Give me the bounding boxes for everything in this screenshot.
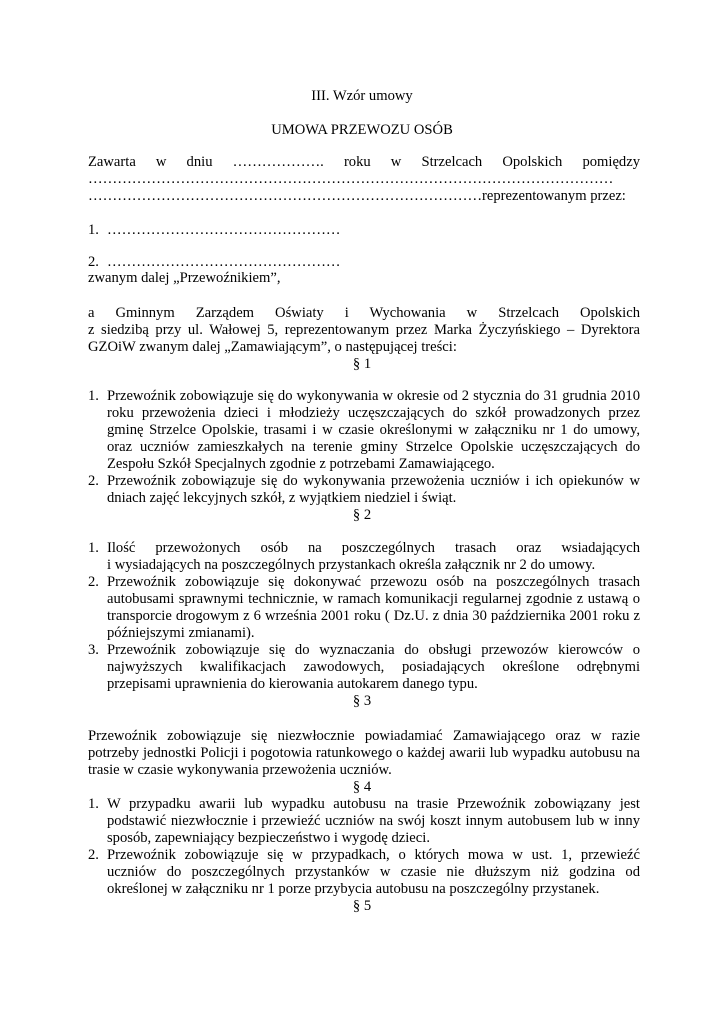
paragraph-line: Zespołu Szkół Specjalnych zgodnie z potrzebami Zamawiającego.	[107, 456, 495, 472]
party-line: GZOiW zwanym dalej „Zamawiającym”, o następującej treści:	[88, 339, 457, 355]
paragraph-line: najwyższych kwalifikacjach zawodowych, posiadających określone odrębnymi	[107, 659, 640, 675]
paragraph-line: określonej w załączniku nr 1 porze przybycia autobusu na poszczególny przystanek.	[107, 881, 600, 897]
party-line: a Gminnym Zarządem Oświaty i Wychowania w Strzelcach Opolskich	[88, 305, 640, 321]
section-heading: § 4	[352, 779, 372, 795]
list-number: 1.	[88, 388, 99, 404]
paragraph-line: Przewoźnik zobowiązuje się w przypadkach, o których mowa w ust. 1, przewieźć	[107, 847, 640, 863]
paragraph-line: Przewoźnik zobowiązuje się niezwłocznie powiadamiać Zamawiającego oraz w razie	[88, 728, 640, 744]
intro-dots: ………………………………………………………………………………………………	[88, 171, 614, 187]
paragraph-line: dniach zajęć lekcyjnych szkół, z wyjątkiem niedziel i świąt.	[107, 490, 457, 506]
paragraph-line: i wysiadających na poszczególnych przystankach określa załącznik nr 2 do umowy.	[107, 557, 596, 573]
party-line: z siedzibą przy ul. Wałowej 5, reprezentowanym przez Marka Życzyńskiego – Dyrektora	[88, 322, 640, 338]
paragraph-line: oraz uczniów zamieszkałych na terenie gminy Strzelce Opolskie uczęszczających do	[107, 439, 640, 455]
intro-line: ………………………………………………………………………reprezentowanym przez:	[88, 188, 626, 204]
list-number: 2.	[88, 574, 99, 590]
list-number: 2.	[88, 473, 99, 489]
paragraph-line: późniejszymi zmianami).	[107, 625, 255, 641]
paragraph-line: uczniów do poszczególnych przystanków w czasie nie dłuższym niż godzina od	[107, 864, 640, 880]
representative-1-dots: …………………………………………	[107, 222, 341, 238]
contract-title: UMOWA PRZEWOZU OSÓB	[271, 122, 453, 138]
paragraph-line: gminę Strzelce Opolskie, trasami i w czasie określonymi w załączniku nr 1 do umowy,	[107, 422, 640, 438]
paragraph-line: trasie w czasie wykonywania przewożenia uczniów.	[88, 762, 392, 778]
paragraph-line: Ilość przewożonych osób na poszczególnych trasach oraz wsiadających	[107, 540, 640, 556]
section-heading: § 3	[352, 693, 372, 709]
carrier-alias: zwanym dalej „Przewoźnikiem”,	[88, 270, 281, 286]
paragraph-line: W przypadku awarii lub wypadku autobusu na trasie Przewoźnik zobowiązany jest	[107, 796, 640, 812]
paragraph-line: podstawić niezwłocznie i przewieźć uczniów na swój koszt innym autobusem lub w inny	[107, 813, 640, 829]
section-heading: § 5	[352, 898, 372, 914]
paragraph-line: Przewoźnik zobowiązuje się do wykonywania w okresie od 2 stycznia do 31 grudnia 2010	[107, 388, 640, 404]
list-number: 2.	[88, 254, 99, 270]
paragraph-line: Przewoźnik zobowiązuje się do wykonywania przewożenia uczniów i ich opiekunów w	[107, 473, 640, 489]
section-title: III. Wzór umowy	[311, 88, 413, 104]
intro-line: Zawarta w dniu ………………. roku w Strzelcach Opolskich pomiędzy	[88, 154, 640, 170]
paragraph-line: przepisami uprawnienia do kierowania autokarem danego typu.	[107, 676, 478, 692]
section-heading: § 2	[352, 507, 372, 523]
paragraph-line: Przewoźnik zobowiązuje się do wyznaczania do obsługi przewozów kierowców o	[107, 642, 640, 658]
list-number: 1.	[88, 222, 99, 238]
paragraph-line: Przewoźnik zobowiązuje się dokonywać przewozu osób na poszczególnych trasach	[107, 574, 640, 590]
paragraph-line: autobusami sprawnymi technicznie, w ramach komunikacji regularnej zgodnie z ustawą o	[107, 591, 640, 607]
section-heading: § 1	[352, 356, 372, 372]
paragraph-line: sposób, zapewniający bezpieczeństwo i wygodę dzieci.	[107, 830, 430, 846]
paragraph-line: roku przewożenia dzieci i młodzieży uczęszczających do szkół prowadzonych przez	[107, 405, 640, 421]
paragraph-line: transporcie drogowym z 6 września 2001 roku ( Dz.U. z dnia 30 października 2001 roku z	[107, 608, 640, 624]
list-number: 2.	[88, 847, 99, 863]
list-number: 3.	[88, 642, 99, 658]
paragraph-line: potrzeby jednostki Policji i pogotowia ratunkowego o każdej awarii lub wypadku autobusu na	[88, 745, 640, 761]
list-number: 1.	[88, 540, 99, 556]
representative-2-dots: …………………………………………	[107, 254, 341, 270]
list-number: 1.	[88, 796, 99, 812]
